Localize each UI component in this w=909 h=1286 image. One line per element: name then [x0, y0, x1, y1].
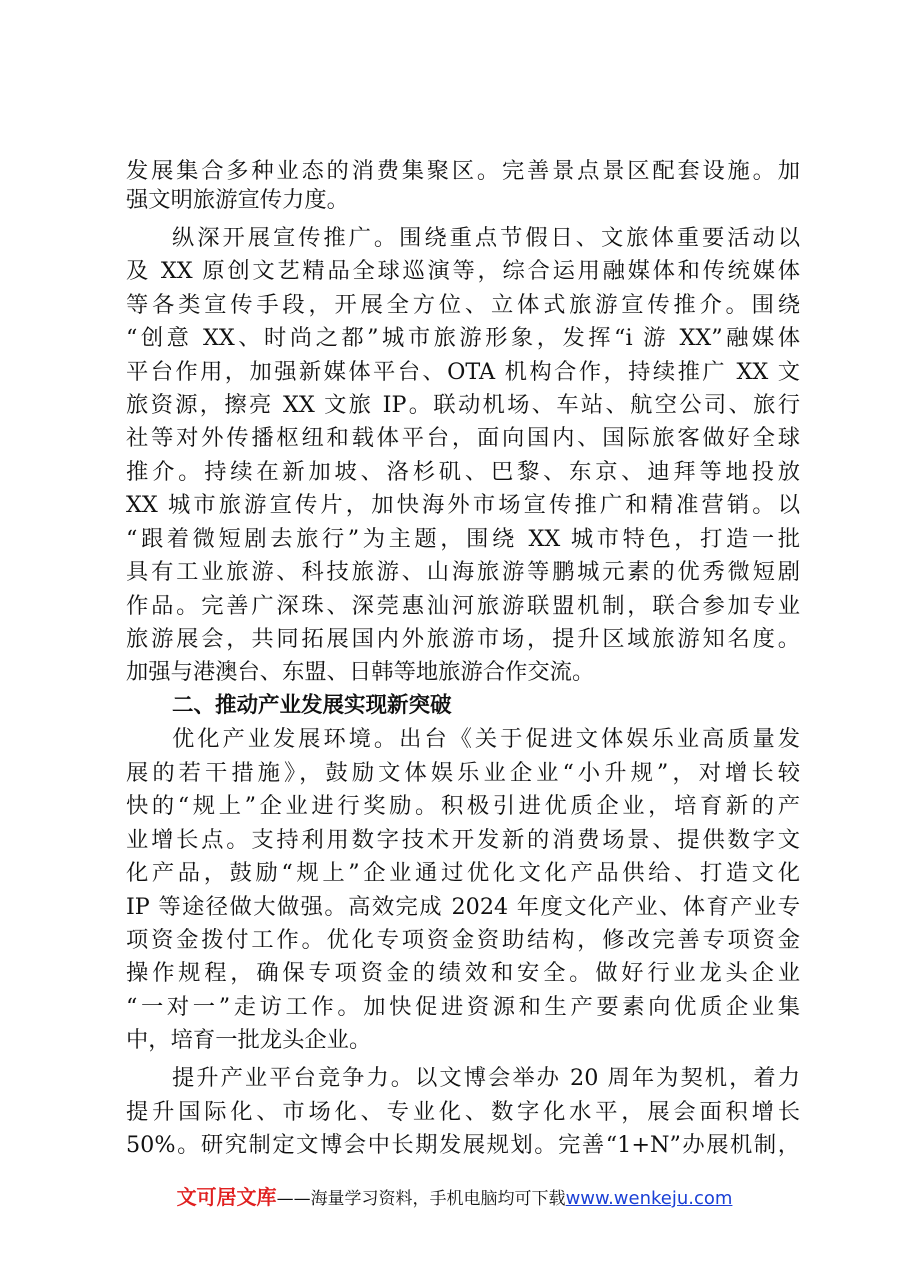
paragraph-line: 旅游展会，共同拓展国内外旅游市场，提升区域旅游知名度。 — [126, 626, 800, 652]
paragraph-line: 展的若干措施》，鼓励文体娱乐业企业“小升规”，对增长较 — [126, 760, 800, 786]
paragraph-line: 优化产业发展环境。出台《关于促进文体娱乐业高质量发 — [172, 726, 800, 752]
paragraph-line: 业增长点。支持利用数字技术开发新的消费场景、提供数字文 — [126, 827, 800, 853]
paragraph-line: 中，培育一批龙头企业。 — [126, 1027, 372, 1053]
paragraph-line: XX 城市旅游宣传片，加快海外市场宣传推广和精准营销。以 — [126, 492, 800, 518]
paragraph-line: 强文明旅游宣传力度。 — [126, 187, 349, 213]
section-heading: 二、推动产业发展实现新突破 — [172, 693, 452, 718]
paragraph-line: 平台作用，加强新媒体平台、OTA 机构合作，持续推广 XX 文 — [126, 359, 800, 385]
paragraph-line: IP 等途径做大做强。高效完成 2024 年度文化产业、体育产业专 — [126, 894, 800, 920]
paragraph-line: 旅资源，擦亮 XX 文旅 IP。联动机场、车站、航空公司、旅行 — [126, 392, 800, 418]
paragraph-line: 社等对外传播枢纽和载体平台，面向国内、国际旅客做好全球 — [126, 425, 800, 451]
paragraph-line: 及 XX 原创文艺精品全球巡演等，综合运用融媒体和传统媒体 — [126, 258, 800, 284]
paragraph-line: 操作规程，确保专项资金的绩效和安全。做好行业龙头企业 — [126, 960, 800, 986]
paragraph-line: 加强与港澳台、东盟、日韩等地旅游合作交流。 — [126, 659, 595, 685]
paragraph-line: “跟着微短剧去旅行”为主题，围绕 XX 城市特色，打造一批 — [126, 526, 800, 552]
paragraph-line: 快的“规上”企业进行奖励。积极引进优质企业，培育新的产 — [126, 793, 800, 819]
paragraph-line: 提升产业平台竞争力。以文博会举办 20 周年为契机，着力 — [172, 1065, 800, 1091]
paragraph-line: 项资金拨付工作。优化专项资金资助结构，修改完善专项资金 — [126, 927, 800, 953]
footer-banner — [0, 1182, 909, 1212]
paragraph-line: “一对一”走访工作。加快促进资源和生产要素向优质企业集 — [126, 994, 800, 1020]
paragraph-line: 纵深开展宣传推广。围绕重点节假日、文旅体重要活动以 — [172, 225, 800, 251]
paragraph-line: 推介。持续在新加坡、洛杉矶、巴黎、东京、迪拜等地投放 — [126, 459, 800, 485]
paragraph-line: “创意 XX、时尚之都”城市旅游形象，发挥“i 游 XX”融媒体 — [126, 325, 800, 351]
paragraph-line: 作品。完善广深珠、深莞惠汕河旅游联盟机制，联合参加专业 — [126, 593, 800, 619]
paragraph-line: 化产品，鼓励“规上”企业通过优化文化产品供给、打造文化 — [126, 860, 800, 886]
paragraph-line: 具有工业旅游、科技旅游、山海旅游等鹏城元素的优秀微短剧 — [126, 559, 800, 585]
paragraph-line: 等各类宣传手段，开展全方位、立体式旅游宣传推介。围绕 — [126, 292, 800, 318]
footer-slogan: ——海量学习资料，手机电脑均可下载 — [276, 1189, 566, 1209]
paragraph-line: 提升国际化、市场化、专业化、数字化水平，展会面积增长 — [126, 1099, 800, 1125]
paragraph-line: 50%。研究制定文博会中长期发展规划。完善“1+N”办展机制， — [126, 1132, 800, 1158]
footer-link[interactable]: www.wenkeju.com — [565, 1188, 733, 1209]
brand-name[interactable]: 文可居文库 — [176, 1185, 277, 1209]
paragraph-line: 发展集合多种业态的消费集聚区。完善景点景区配套设施。加 — [126, 158, 800, 184]
